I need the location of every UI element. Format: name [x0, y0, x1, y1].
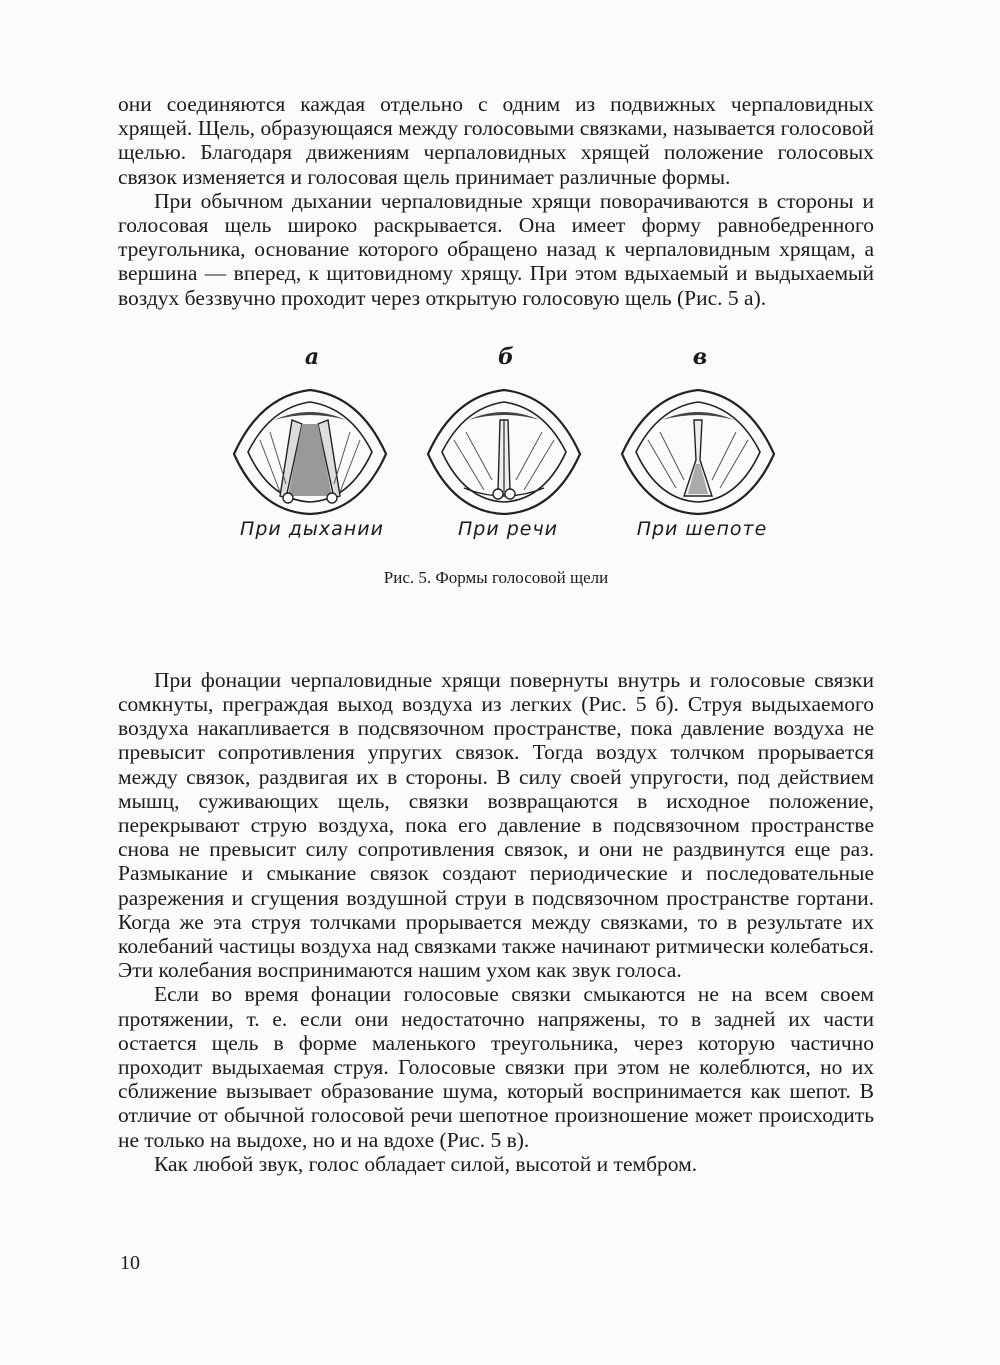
page-number: 10 [120, 1252, 140, 1274]
figure-label-breathing: При дыхании [240, 517, 384, 540]
figure-5 [118, 342, 874, 640]
glottis-whisper-illustration [618, 380, 778, 520]
figure-letter-a: а [304, 343, 320, 370]
glottis-phonation-illustration [424, 380, 584, 520]
figure-letter-b: б [498, 343, 514, 370]
figure-label-whisper: При шепоте [636, 517, 768, 540]
paragraph-voice-properties: Как любой звук, голос обладает силой, высотой и тембром. [154, 1151, 698, 1176]
paragraph-whisper: Если во время фонации голосовые связки смыкаются не на всем своем протяжении, т. е. если они недостаточно напряжены, то в задней их части остается щель в форме маленького треугольника, через которую частично проходит выдыхаемая струя. Голосовые связки при этом не колеблются, но их сближение вызывает образование шума, который воспринимается как шепот. В отличие от обычной голосовой речи шепотное произношение может происходить не только на выдохе, но и на вдохе (Рис. 5 в). [118, 982, 874, 1152]
page-body [118, 92, 874, 1176]
figure-caption: Рис. 5. Формы голосовой щели [383, 567, 609, 587]
paragraph-normal-breathing: При обычном дыхании черпаловидные хрящи поворачиваются в стороны и голосовая щель широко раскрывается. Она имеет форму равнобедренного треугольника, основание которого обращено назад к черпаловидным хрящам, а вершина — вперед, к щитовидному хрящу. При этом вдыхаемый и выдыхаемый воздух беззвучно проходит через открытую голосовую щель (Рис. 5 а). [118, 188, 874, 310]
figure-label-speech: При речи [457, 517, 559, 540]
paragraph-phonation: При фонации черпаловидные хрящи повернуты внутрь и голосовые связки сомкнуты, преграждая выход воздуха из легких (Рис. 5 б). Струя выдыхаемого воздуха накапливается в подсвязочном пространстве, пока давление воздуха не превысит сопротивления упругих связок. Тогда воздух толчком прорывается между связок, раздвигая их в стороны. В силу своей упругости, под действием мышц, суживающих щель, связки возвращаются в исходное положение, перекрывают струю воздуха, пока его давление в подсвязочном пространстве снова не превысит силу сопротивления связок, и они не раздвинутся еще раз. Размыкание и смыкание связок создают периодические и последовательные разрежения и сгущения воздушной струи в подсвязочном пространстве гортани. Когда же эта струя толчками прорывается между связками, то в результате их колебаний частицы воздуха над связками также начинают ритмически колебаться. Эти колебания воспринимаются нашим ухом как звук голоса. [118, 667, 874, 983]
glottis-open-illustration [230, 380, 390, 520]
figure-letter-c: в [692, 343, 708, 370]
paragraph-continuation: они соединяются каждая отдельно с одним из подвижных черпаловидных хрящей. Щель, образующаяся между голосовыми связками, называется голосовой щелью. Благодаря движениям черпаловидных хрящей положение голосовых связок изменяется и голосовая щель принимает различные формы. [118, 92, 874, 189]
